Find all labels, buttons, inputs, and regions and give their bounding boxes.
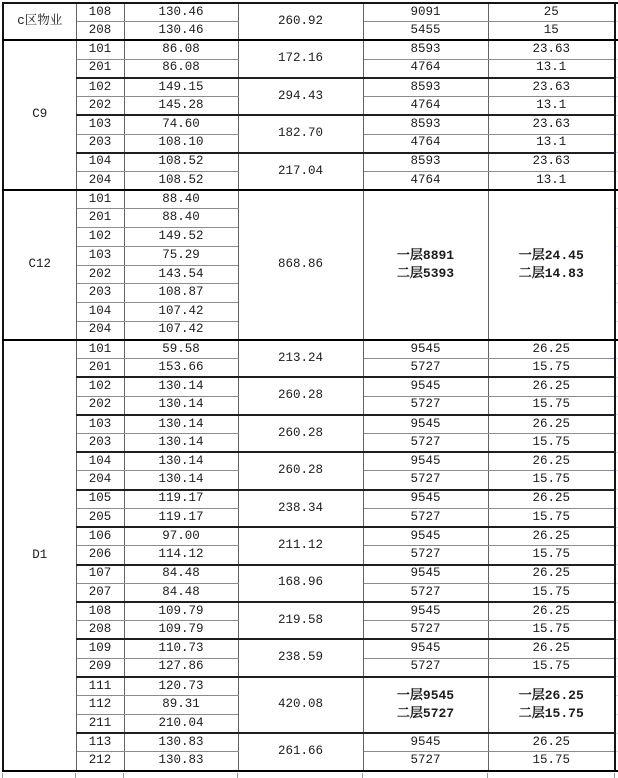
- group-total-area-cell[interactable]: 172.16: [238, 40, 363, 77]
- room-number-cell[interactable]: 212: [76, 752, 124, 771]
- rate-cell[interactable]: 15.75: [488, 583, 615, 602]
- price-cell[interactable]: 9545: [363, 415, 488, 434]
- room-number-cell[interactable]: 104: [76, 153, 124, 172]
- room-area-cell[interactable]: 86.08: [124, 59, 238, 78]
- table-row: [3, 78, 618, 97]
- room-number-cell[interactable]: 202: [76, 396, 124, 415]
- price-cell[interactable]: 8593: [363, 115, 488, 134]
- group-total-area-cell[interactable]: 238.59: [238, 639, 363, 676]
- building-cell[interactable]: C12: [3, 190, 76, 340]
- rate-cell[interactable]: 26.25: [488, 452, 615, 471]
- grid-tick: [75, 773, 76, 778]
- rate-cell[interactable]: 15: [488, 22, 615, 41]
- room-number-cell[interactable]: 102: [76, 228, 124, 247]
- price-cell[interactable]: 5727: [363, 546, 488, 565]
- room-area-cell[interactable]: 143.54: [124, 265, 238, 284]
- table-row: [3, 565, 618, 584]
- price-cell[interactable]: 9545: [363, 490, 488, 509]
- room-number-cell[interactable]: 201: [76, 59, 124, 78]
- room-area-cell[interactable]: 114.12: [124, 546, 238, 565]
- room-number-cell[interactable]: 106: [76, 527, 124, 546]
- table-row: [3, 733, 618, 752]
- price-cell[interactable]: 9545: [363, 377, 488, 396]
- price-cell[interactable]: 5727: [363, 434, 488, 453]
- price-cell[interactable]: [363, 677, 488, 733]
- table-row: [3, 527, 618, 546]
- group-total-area-cell[interactable]: 217.04: [238, 153, 363, 190]
- rate-cell[interactable]: 13.1: [488, 134, 615, 153]
- price-cell[interactable]: 4764: [363, 134, 488, 153]
- room-area-cell[interactable]: 59.58: [124, 340, 238, 359]
- room-number-cell[interactable]: 101: [76, 190, 124, 209]
- room-number-cell[interactable]: 104: [76, 303, 124, 322]
- room-number-cell[interactable]: 113: [76, 733, 124, 752]
- price-cell[interactable]: 5727: [363, 658, 488, 677]
- table-row: [3, 153, 618, 172]
- rate-cell[interactable]: 15.75: [488, 471, 615, 490]
- room-area-cell[interactable]: 130.14: [124, 415, 238, 434]
- price-cell[interactable]: 9545: [363, 340, 488, 359]
- group-total-area-cell[interactable]: 182.70: [238, 115, 363, 152]
- room-area-cell[interactable]: 130.83: [124, 733, 238, 752]
- price-cell-line: 二层5393: [396, 266, 455, 282]
- room-number-cell[interactable]: 104: [76, 452, 124, 471]
- rate-cell[interactable]: 26.25: [488, 527, 615, 546]
- room-area-cell[interactable]: 86.08: [124, 40, 238, 59]
- rate-cell[interactable]: 26.25: [488, 602, 615, 621]
- rate-cell[interactable]: 26.25: [488, 733, 615, 752]
- table-row: [3, 190, 618, 209]
- table-row: [3, 415, 618, 434]
- room-number-cell[interactable]: 203: [76, 434, 124, 453]
- rate-cell[interactable]: 13.1: [488, 97, 615, 116]
- price-cell[interactable]: 9545: [363, 733, 488, 752]
- room-area-cell[interactable]: 108.87: [124, 284, 238, 303]
- room-number-cell[interactable]: 103: [76, 115, 124, 134]
- rate-cell[interactable]: 26.25: [488, 415, 615, 434]
- price-cell[interactable]: 9545: [363, 565, 488, 584]
- rate-cell[interactable]: 15.75: [488, 396, 615, 415]
- price-cell-line: 一层8891: [396, 248, 455, 264]
- grid-tick: [362, 773, 363, 778]
- rate-cell-line: 二层14.83: [518, 266, 584, 282]
- unit-pricing-table: [2, 2, 618, 772]
- price-cell[interactable]: 5727: [363, 508, 488, 527]
- room-area-cell[interactable]: 130.14: [124, 471, 238, 490]
- room-number-cell[interactable]: 112: [76, 696, 124, 715]
- room-area-cell[interactable]: 108.52: [124, 171, 238, 190]
- room-area-cell[interactable]: 97.00: [124, 527, 238, 546]
- price-cell[interactable]: 8593: [363, 78, 488, 97]
- table-row: [3, 377, 618, 396]
- rate-cell[interactable]: [488, 190, 615, 340]
- rate-cell[interactable]: 26.25: [488, 340, 615, 359]
- group-total-area-cell[interactable]: 260.28: [238, 377, 363, 414]
- room-number-cell[interactable]: 203: [76, 284, 124, 303]
- group-total-area-cell[interactable]: 238.34: [238, 490, 363, 527]
- price-cell[interactable]: 5727: [363, 359, 488, 378]
- room-area-cell[interactable]: 84.48: [124, 565, 238, 584]
- table-row: [3, 340, 618, 359]
- grid-tick: [2, 773, 3, 778]
- room-area-cell[interactable]: 130.14: [124, 434, 238, 453]
- room-area-cell[interactable]: 109.79: [124, 602, 238, 621]
- room-area-cell[interactable]: 153.66: [124, 359, 238, 378]
- room-area-cell[interactable]: 88.40: [124, 190, 238, 209]
- price-cell[interactable]: 9545: [363, 602, 488, 621]
- rate-cell[interactable]: 23.63: [488, 115, 615, 134]
- price-cell-line: 一层9545: [396, 687, 455, 703]
- rate-cell[interactable]: 26.25: [488, 639, 615, 658]
- room-area-cell[interactable]: 210.04: [124, 714, 238, 733]
- room-area-cell[interactable]: 119.17: [124, 508, 238, 527]
- grid-tick: [123, 773, 124, 778]
- rate-cell[interactable]: 13.1: [488, 59, 615, 78]
- price-cell[interactable]: 5727: [363, 396, 488, 415]
- price-cell[interactable]: 5727: [363, 583, 488, 602]
- room-number-cell[interactable]: 103: [76, 246, 124, 265]
- room-area-cell[interactable]: 119.17: [124, 490, 238, 509]
- room-number-cell[interactable]: 102: [76, 377, 124, 396]
- group-total-area-cell[interactable]: 868.86: [238, 190, 363, 340]
- price-cell[interactable]: 4764: [363, 171, 488, 190]
- room-area-cell[interactable]: 84.48: [124, 583, 238, 602]
- table-row: [3, 677, 618, 696]
- room-number-cell[interactable]: 105: [76, 490, 124, 509]
- price-cell[interactable]: 5727: [363, 471, 488, 490]
- room-number-cell[interactable]: 111: [76, 677, 124, 696]
- room-number-cell[interactable]: 101: [76, 40, 124, 59]
- table-row: [3, 3, 618, 22]
- rate-cell[interactable]: 15.75: [488, 546, 615, 565]
- price-cell[interactable]: 8593: [363, 40, 488, 59]
- price-cell[interactable]: 9091: [363, 3, 488, 22]
- grid-tick: [487, 773, 488, 778]
- room-number-cell[interactable]: 208: [76, 22, 124, 41]
- room-area-cell[interactable]: 74.60: [124, 115, 238, 134]
- price-cell[interactable]: 8593: [363, 153, 488, 172]
- room-number-cell[interactable]: 207: [76, 583, 124, 602]
- rate-cell-line: 一层26.25: [518, 687, 584, 703]
- pricing-table-body: [3, 3, 618, 771]
- group-total-area-cell[interactable]: 168.96: [238, 565, 363, 602]
- rate-cell[interactable]: [488, 677, 615, 733]
- grid-tick: [237, 773, 238, 778]
- room-number-cell[interactable]: 108: [76, 3, 124, 22]
- room-number-cell[interactable]: 103: [76, 415, 124, 434]
- rate-cell[interactable]: 15.75: [488, 508, 615, 527]
- room-number-cell[interactable]: 204: [76, 471, 124, 490]
- rate-cell-line: 二层15.75: [518, 705, 584, 721]
- group-total-area-cell[interactable]: 261.66: [238, 733, 363, 771]
- rate-cell[interactable]: 15.75: [488, 752, 615, 771]
- room-area-cell[interactable]: 88.40: [124, 209, 238, 228]
- rate-cell[interactable]: 26.25: [488, 565, 615, 584]
- room-number-cell[interactable]: 101: [76, 340, 124, 359]
- room-number-cell[interactable]: 206: [76, 546, 124, 565]
- price-cell[interactable]: 4764: [363, 59, 488, 78]
- grid-tick: [614, 773, 615, 778]
- rate-cell[interactable]: 23.63: [488, 40, 615, 59]
- rate-cell[interactable]: 15.75: [488, 658, 615, 677]
- room-area-cell[interactable]: 130.14: [124, 452, 238, 471]
- price-cell[interactable]: 9545: [363, 527, 488, 546]
- table-row: [3, 40, 618, 59]
- room-area-cell[interactable]: 130.14: [124, 377, 238, 396]
- room-area-cell[interactable]: 120.73: [124, 677, 238, 696]
- room-number-cell[interactable]: 204: [76, 171, 124, 190]
- group-total-area-cell[interactable]: 219.58: [238, 602, 363, 639]
- room-area-cell[interactable]: 127.86: [124, 658, 238, 677]
- rate-cell[interactable]: 25: [488, 3, 615, 22]
- room-area-cell[interactable]: 149.15: [124, 78, 238, 97]
- table-row: [3, 639, 618, 658]
- table-row: [3, 115, 618, 134]
- room-number-cell[interactable]: 209: [76, 658, 124, 677]
- price-cell[interactable]: 9545: [363, 452, 488, 471]
- building-cell[interactable]: D1: [3, 340, 76, 771]
- building-cell[interactable]: C9: [3, 40, 76, 190]
- room-area-cell[interactable]: 110.73: [124, 639, 238, 658]
- room-area-cell[interactable]: 108.10: [124, 134, 238, 153]
- room-number-cell[interactable]: 201: [76, 359, 124, 378]
- room-area-cell[interactable]: 109.79: [124, 621, 238, 640]
- room-area-cell[interactable]: 145.28: [124, 97, 238, 116]
- rate-cell[interactable]: 23.63: [488, 153, 615, 172]
- room-number-cell[interactable]: 108: [76, 602, 124, 621]
- room-number-cell[interactable]: 208: [76, 621, 124, 640]
- room-area-cell[interactable]: 89.31: [124, 696, 238, 715]
- rate-cell[interactable]: 15.75: [488, 621, 615, 640]
- rate-cell[interactable]: 26.25: [488, 377, 615, 396]
- group-total-area-cell[interactable]: 260.28: [238, 415, 363, 452]
- table-row: [3, 602, 618, 621]
- group-total-area-cell[interactable]: 420.08: [238, 677, 363, 733]
- rate-cell[interactable]: 26.25: [488, 490, 615, 509]
- room-area-cell[interactable]: 130.14: [124, 396, 238, 415]
- price-cell[interactable]: 5727: [363, 752, 488, 771]
- room-area-cell[interactable]: 130.83: [124, 752, 238, 771]
- room-number-cell[interactable]: 203: [76, 134, 124, 153]
- group-total-area-cell[interactable]: 294.43: [238, 78, 363, 115]
- room-area-cell[interactable]: 107.42: [124, 321, 238, 340]
- table-row: [3, 452, 618, 471]
- building-cell[interactable]: c区物业: [3, 3, 76, 40]
- room-area-cell[interactable]: 130.46: [124, 22, 238, 41]
- room-number-cell[interactable]: 107: [76, 565, 124, 584]
- room-area-cell[interactable]: 75.29: [124, 246, 238, 265]
- price-cell[interactable]: 5727: [363, 621, 488, 640]
- rate-cell-line: 一层24.45: [518, 248, 584, 264]
- price-cell[interactable]: 4764: [363, 97, 488, 116]
- group-total-area-cell[interactable]: 211.12: [238, 527, 363, 564]
- price-cell[interactable]: 9545: [363, 639, 488, 658]
- room-area-cell[interactable]: 149.52: [124, 228, 238, 247]
- room-area-cell[interactable]: 108.52: [124, 153, 238, 172]
- group-total-area-cell[interactable]: 213.24: [238, 340, 363, 377]
- room-number-cell[interactable]: 202: [76, 97, 124, 116]
- rate-cell[interactable]: 15.75: [488, 359, 615, 378]
- rate-cell[interactable]: 13.1: [488, 171, 615, 190]
- rate-cell[interactable]: 23.63: [488, 78, 615, 97]
- room-number-cell[interactable]: 211: [76, 714, 124, 733]
- room-number-cell[interactable]: 204: [76, 321, 124, 340]
- group-total-area-cell[interactable]: 260.28: [238, 452, 363, 489]
- room-number-cell[interactable]: 201: [76, 209, 124, 228]
- group-total-area-cell[interactable]: 260.92: [238, 3, 363, 40]
- price-cell[interactable]: 5455: [363, 22, 488, 41]
- room-number-cell[interactable]: 109: [76, 639, 124, 658]
- room-number-cell[interactable]: 205: [76, 508, 124, 527]
- room-area-cell[interactable]: 130.46: [124, 3, 238, 22]
- price-cell-line: 二层5727: [396, 705, 455, 721]
- rate-cell[interactable]: 15.75: [488, 434, 615, 453]
- room-area-cell[interactable]: 107.42: [124, 303, 238, 322]
- room-number-cell[interactable]: 202: [76, 265, 124, 284]
- price-cell[interactable]: [363, 190, 488, 340]
- table-row: [3, 490, 618, 509]
- room-number-cell[interactable]: 102: [76, 78, 124, 97]
